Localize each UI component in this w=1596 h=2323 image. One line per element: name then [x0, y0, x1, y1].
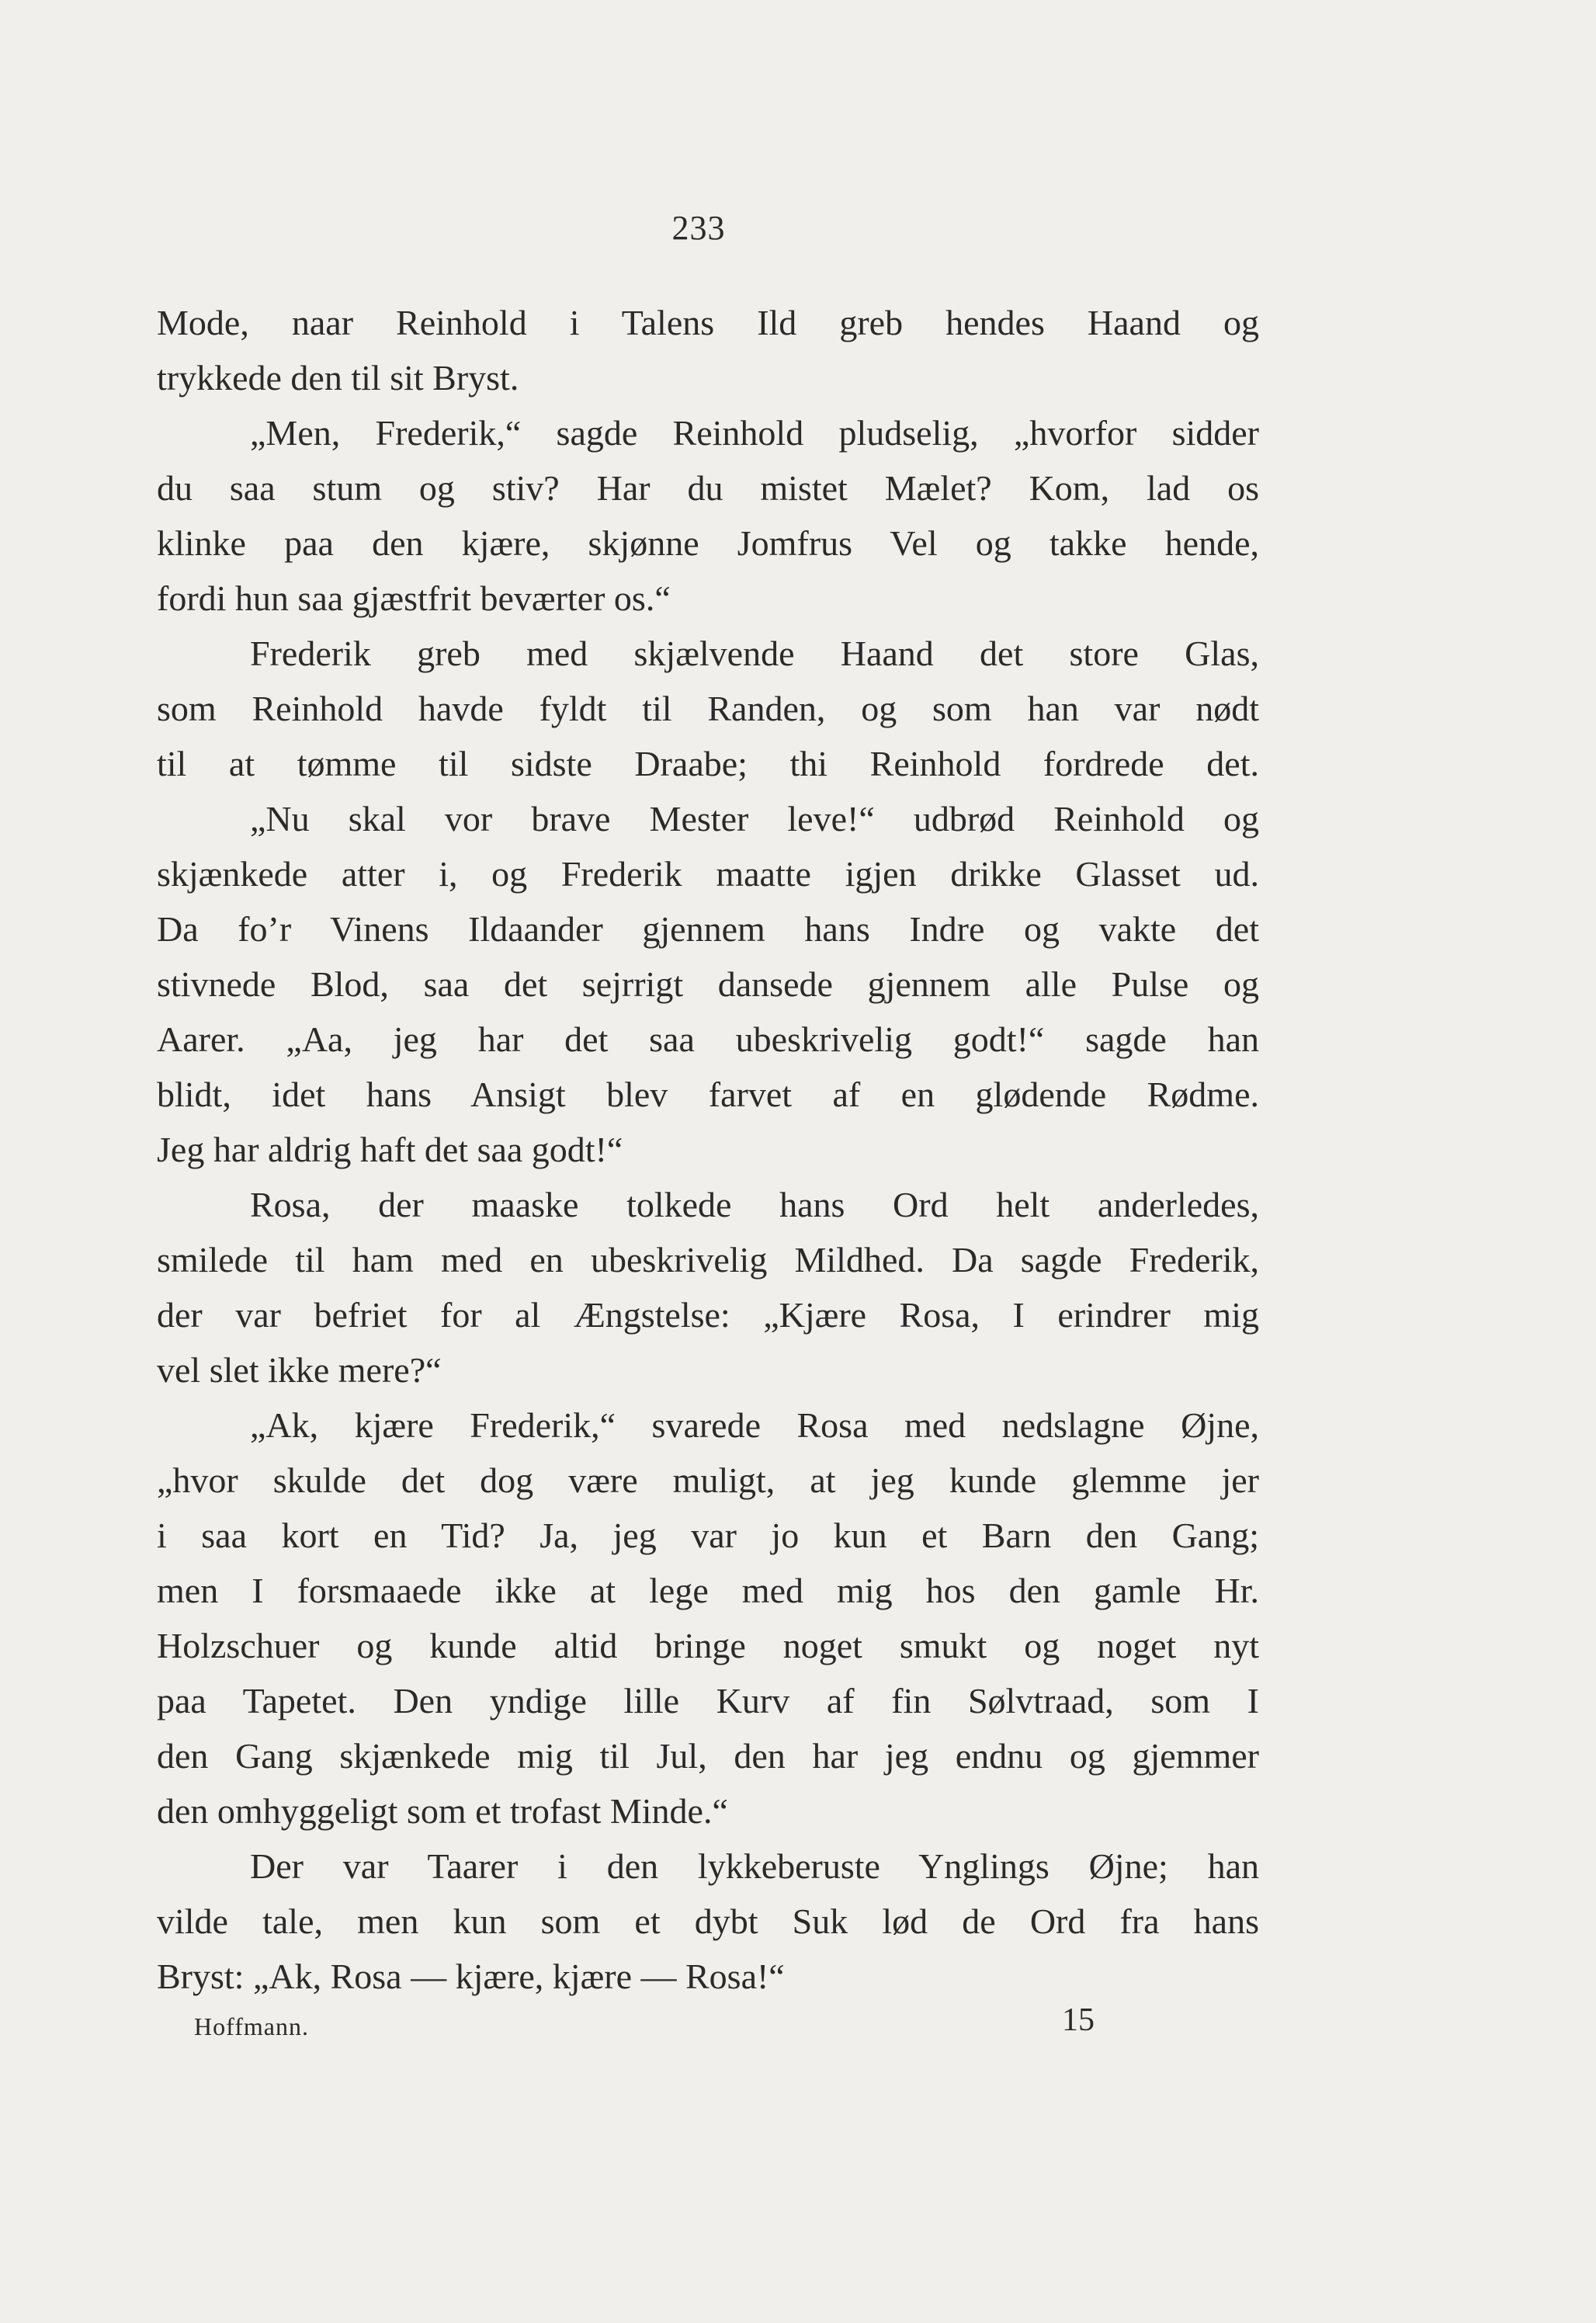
page-footer [194, 2002, 1095, 2048]
footer-sheet-number: 15 [1062, 2002, 1095, 2038]
body-text [157, 295, 1259, 2004]
text-line: fordi hun saa gjæstfrit beværter os.“ [157, 578, 671, 618]
text-line: klinke paa den kjære, skjønne Jomfrus Vel og takke hende, [157, 523, 1259, 563]
text-line: stivnede Blod, saa det sejrrigt dansede gjennem alle Pulse og [157, 964, 1259, 1004]
text-line: den Gang skjænkede mig til Jul, den har jeg endnu og gjemmer [157, 1736, 1259, 1776]
text-line: blidt, idet hans Ansigt blev farvet af en glødende Rødme. [157, 1075, 1259, 1114]
text-line: Da fo’r Vinens Ildaander gjennem hans Indre og vakte det [157, 909, 1259, 949]
text-line: du saa stum og stiv? Har du mistet Mælet? Kom, lad os [157, 468, 1259, 508]
text-line: Holzschuer og kunde altid bringe noget smukt og noget nyt [157, 1626, 1259, 1665]
text-line: „Ak, kjære Frederik,“ svarede Rosa med nedslagne Øjne, [250, 1405, 1259, 1445]
text-line: Der var Taarer i den lykkeberuste Ynglings Øjne; han [250, 1846, 1259, 1886]
text-line: den omhyggeligt som et trofast Minde.“ [157, 1791, 728, 1831]
text-line: Rosa, der maaske tolkede hans Ord helt anderledes, [250, 1185, 1259, 1224]
text-line: smilede til ham med en ubeskrivelig Mildhed. Da sagde Frederik, [157, 1240, 1259, 1280]
footer-author: Hoffmann. [194, 2012, 309, 2040]
text-line: Frederik greb med skjælvende Haand det store Glas, [250, 634, 1259, 673]
page-number: 233 [671, 209, 726, 247]
text-line: i saa kort en Tid? Ja, jeg var jo kun et Barn den Gang; [157, 1516, 1259, 1555]
text-line: „Nu skal vor brave Mester leve!“ udbrød Reinhold og [250, 799, 1259, 839]
text-line: vel slet ikke mere?“ [157, 1350, 442, 1390]
text-line: skjænkede atter i, og Frederik maatte igjen drikke Glasset ud. [157, 854, 1259, 894]
text-line: som Reinhold havde fyldt til Randen, og som han var nødt [157, 689, 1259, 728]
text-line: Mode, naar Reinhold i Talens Ild greb hendes Haand og [157, 303, 1259, 342]
text-line: Jeg har aldrig haft det saa godt!“ [157, 1130, 623, 1169]
text-line: der var befriet for al Ængstelse: „Kjære Rosa, I erindrer mig [157, 1295, 1259, 1335]
text-line: paa Tapetet. Den yndige lille Kurv af fin Sølvtraad, som I [157, 1681, 1259, 1721]
text-line: Bryst: „Ak, Rosa — kjære, kjære — Rosa!“ [157, 1957, 785, 1996]
text-line: vilde tale, men kun som et dybt Suk lød de Ord fra hans [157, 1901, 1259, 1941]
text-line: „hvor skulde det dog være muligt, at jeg kunde glemme jer [157, 1460, 1259, 1500]
text-line: „Men, Frederik,“ sagde Reinhold pludselig, „hvorfor sidder [250, 413, 1259, 453]
text-line: til at tømme til sidste Draabe; thi Reinhold fordrede det. [157, 744, 1259, 783]
text-line: Aarer. „Aa, jeg har det saa ubeskrivelig godt!“ sagde han [157, 1019, 1259, 1059]
text-line: trykkede den til sit Bryst. [157, 358, 519, 398]
text-line: men I forsmaaede ikke at lege med mig hos den gamle Hr. [157, 1571, 1259, 1610]
